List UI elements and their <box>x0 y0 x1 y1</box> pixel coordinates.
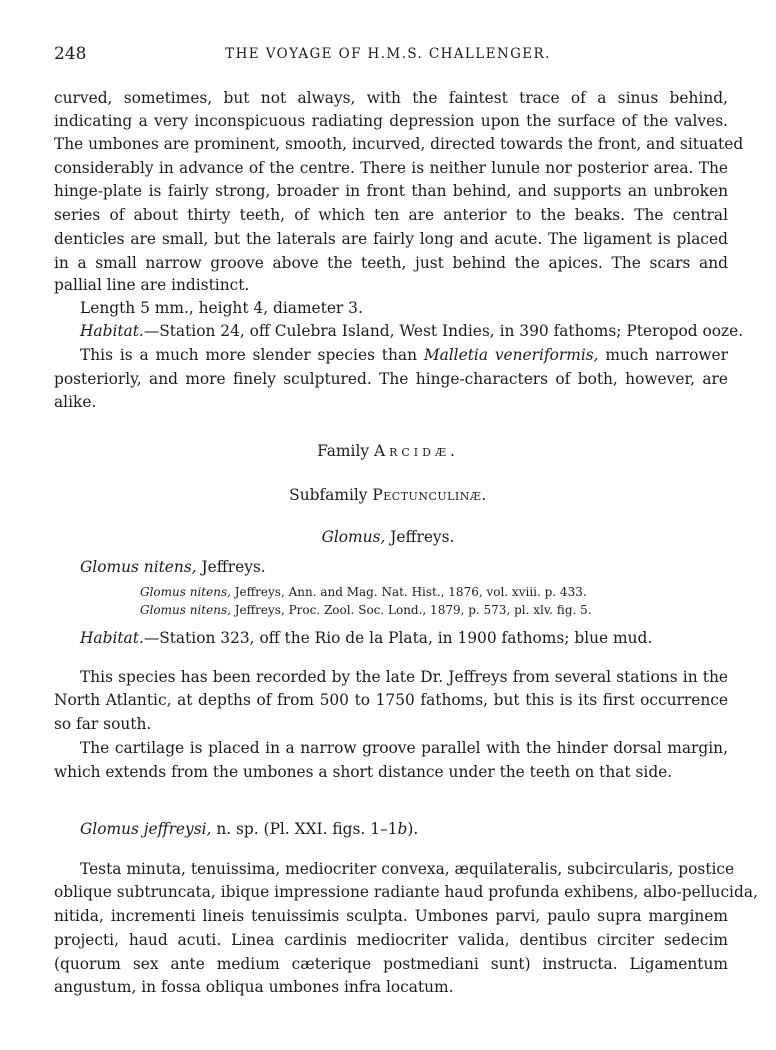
subfamily-word: Subfamily <box>289 486 368 504</box>
comparison-line: alike. <box>54 393 97 411</box>
comparison-text: This is a much more slender species than <box>80 346 424 364</box>
species-heading-jeffreysi <box>80 818 728 840</box>
latin-description-line: oblique subtruncata, ibique impressione radiante haud profunda exhibens, albo-pellucida, <box>54 883 758 901</box>
para2-line: so far south. <box>54 715 152 733</box>
latin-description-line: angustum, in fossa obliqua umbones infra locatum. <box>54 978 454 996</box>
subfamily-name: Pectunculinæ. <box>372 486 487 504</box>
subfamily-heading <box>0 484 776 506</box>
genus-heading <box>0 526 776 548</box>
species-name: Glomus nitens, <box>80 558 197 576</box>
para1-line: in a small narrow groove above the teeth, just behind the apices. The scars and <box>54 254 728 272</box>
family-name: Arcidæ. <box>373 442 459 460</box>
species-name-malletia: Malletia veneriformis, <box>423 346 599 364</box>
habitat-label: Habitat. <box>80 629 144 647</box>
latin-description-line: projecti, haud acuti. Linea cardinis mediocriter valida, dentibus circiter sedecim <box>54 931 728 949</box>
latin-description-line: (quorum sex ante medium cæterique postmediani sunt) instructa. Ligamentum <box>54 955 728 973</box>
comparison-line: posteriorly, and more finely sculptured. The hinge-characters of both, however, are <box>54 370 728 388</box>
para3-line: The cartilage is placed in a narrow groove parallel with the hinder dorsal margin, <box>80 739 728 757</box>
reference-text: Jeffreys, Proc. Zool. Soc. Lond., 1879, p. 573, pl. xlv. fig. 5. <box>230 603 592 617</box>
reference-species: Glomus nitens, <box>140 585 231 599</box>
species-name: Glomus jeffreysi, <box>80 820 212 838</box>
para2-line: This species has been recorded by the late Dr. Jeffreys from several stations in the <box>80 668 728 686</box>
dimensions: Length 5 mm., height 4, diameter 3. <box>80 299 363 317</box>
para2-line: North Atlantic, at depths of from 500 to 1750 fathoms, but this is its first occurrence <box>54 691 728 709</box>
species-plate-close: ). <box>407 820 419 838</box>
para1-line: series of about thirty teeth, of which ten are anterior to the beaks. The central <box>54 206 728 224</box>
para3-line: which extends from the umbones a short distance under the teeth on that side. <box>54 763 673 781</box>
reference-text: Jeffreys, Ann. and Mag. Nat. Hist., 1876, vol. xviii. p. 433. <box>230 585 587 599</box>
para1-line: The umbones are prominent, smooth, incurved, directed towards the front, and situated <box>54 135 744 153</box>
para1-line: considerably in advance of the centre. There is neither lunule nor posterior area. The <box>54 159 728 177</box>
family-word: Family <box>317 442 370 460</box>
habitat-text: —Station 24, off Culebra Island, West Indies, in 390 fathoms; Pteropod ooze. <box>143 322 744 340</box>
latin-description-line: Testa minuta, tenuissima, mediocriter convexa, æquilateralis, subcircularis, postice <box>80 860 735 878</box>
habitat-station-323 <box>80 627 728 649</box>
page-header <box>0 44 776 68</box>
para1-line: hinge-plate is fairly strong, broader in front than behind, and supports an unbroken <box>54 182 728 200</box>
species-plate-reference: n. sp. (Pl. XXI. figs. 1–1 <box>211 820 398 838</box>
figure-suffix: b <box>397 820 408 838</box>
genus-author: Jeffreys. <box>385 528 455 546</box>
synonymy-reference <box>140 602 592 619</box>
habitat-label: Habitat. <box>80 322 144 340</box>
latin-description-line: nitida, incrementi lineis tenuissimis sculpta. Umbones parvi, paulo supra marginem <box>54 907 728 925</box>
comparison-text: much narrower <box>598 346 729 364</box>
species-author: Jeffreys. <box>196 558 266 576</box>
comparison-line <box>80 344 728 366</box>
para1-line: pallial line are indistinct. <box>54 276 250 294</box>
para1-line: denticles are small, but the laterals are fairly long and acute. The ligament is placed <box>54 230 728 248</box>
para1-line: indicating a very inconspicuous radiating depression upon the surface of the valves. <box>54 112 728 130</box>
synonymy-reference <box>140 584 587 601</box>
habitat-station-24 <box>80 320 744 342</box>
habitat-text: —Station 323, off the Rio de la Plata, in 1900 fathoms; blue mud. <box>143 629 653 647</box>
reference-species: Glomus nitens, <box>140 603 231 617</box>
page-number: 248 <box>54 44 87 64</box>
genus-name: Glomus, <box>321 528 386 546</box>
species-heading-nitens <box>80 556 728 578</box>
para1-line: curved, sometimes, but not always, with the faintest trace of a sinus behind, <box>54 89 728 107</box>
family-heading <box>0 440 776 462</box>
running-title: THE VOYAGE OF H.M.S. CHALLENGER. <box>225 46 551 62</box>
